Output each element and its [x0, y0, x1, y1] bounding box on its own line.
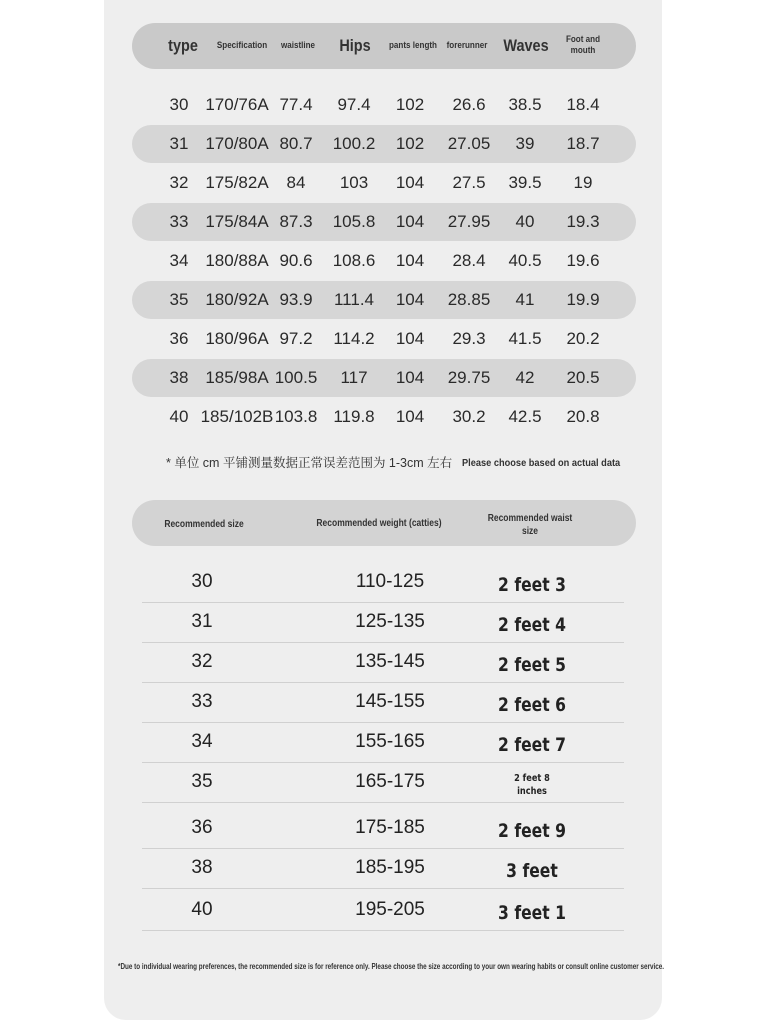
size-cell-waistline: 93.9: [279, 290, 313, 309]
rec-cell-size: 38: [191, 857, 213, 878]
size-cell-waves: 40: [515, 212, 535, 231]
size-cell-waves: 39.5: [508, 173, 542, 192]
size-cell-specification: 180/88A: [205, 251, 269, 270]
size-cell-type: 32: [169, 173, 189, 192]
rec-row: [142, 602, 624, 643]
header-rec-waist: Recommended waist size: [487, 513, 573, 537]
size-row: [132, 203, 636, 241]
size-cell-forerunner: 29.3: [452, 329, 486, 348]
size-cell-forerunner: 28.85: [447, 290, 491, 309]
size-cell-type: 33: [169, 212, 189, 231]
size-cell-type: 38: [169, 368, 189, 387]
size-cell-forerunner: 27.95: [447, 212, 491, 231]
size-cell-pants-length: 104: [395, 329, 425, 348]
size-row: [132, 125, 636, 163]
measurement-note-en: Please choose based on actual data: [462, 457, 621, 469]
rec-row: [142, 562, 624, 603]
size-cell-waves: 41.5: [508, 329, 542, 348]
size-cell-forerunner: 29.75: [447, 368, 491, 387]
rec-cell-waist: 2 feet 6: [498, 694, 566, 716]
header-waistline: waistline: [280, 39, 316, 51]
size-cell-foot-mouth: 20.8: [566, 407, 600, 426]
size-cell-specification: 180/92A: [205, 290, 269, 309]
size-cell-hips: 117: [340, 368, 368, 387]
header-foot-mouth: Foot and mouth: [565, 34, 601, 56]
rec-row: [142, 762, 624, 803]
size-row: [132, 320, 636, 358]
size-cell-type: 35: [169, 290, 189, 309]
rec-cell-size: 30: [191, 571, 213, 592]
size-row: [132, 359, 636, 397]
size-row: [132, 242, 636, 280]
size-cell-hips: 119.8: [333, 407, 375, 426]
size-cell-pants-length: 104: [395, 407, 425, 426]
size-cell-foot-mouth: 19.6: [566, 251, 600, 270]
size-row: [132, 398, 636, 436]
size-cell-type: 31: [169, 134, 189, 153]
size-cell-forerunner: 27.05: [447, 134, 491, 153]
size-cell-forerunner: 26.6: [452, 95, 486, 114]
rec-cell-waist: 2 feet 7: [498, 734, 566, 756]
size-cell-waistline: 80.7: [279, 134, 313, 153]
rec-row: [142, 890, 624, 931]
size-cell-waves: 42.5: [508, 407, 542, 426]
header-specification: Specification: [216, 39, 268, 51]
size-table-header: [132, 23, 636, 69]
size-cell-waistline: 77.4: [279, 95, 313, 114]
size-cell-waves: 40.5: [508, 251, 542, 270]
rec-cell-size: 34: [191, 731, 213, 752]
size-cell-hips: 114.2: [333, 329, 375, 348]
header-forerunner: forerunner: [446, 39, 488, 51]
disclaimer-footer: *Due to individual wearing preferences, the recommended size is for reference only. Please choose the size according to your own wearing habits or consult online customer service.: [118, 962, 665, 971]
rec-cell-waist: 3 feet: [506, 860, 558, 882]
size-cell-specification: 175/82A: [205, 173, 269, 192]
size-cell-waistline: 90.6: [279, 251, 313, 270]
header-hips: Hips: [339, 36, 371, 56]
size-cell-foot-mouth: 19.9: [566, 290, 600, 309]
size-cell-hips: 108.6: [332, 251, 376, 270]
rec-cell-weight: 125-135: [355, 611, 425, 632]
rec-cell-weight: 135-145: [355, 651, 425, 672]
rec-cell-size: 31: [191, 611, 213, 632]
size-cell-foot-mouth: 18.7: [566, 134, 600, 153]
rec-cell-size: 35: [191, 771, 213, 792]
size-cell-foot-mouth: 20.5: [566, 368, 600, 387]
size-cell-foot-mouth: 20.2: [566, 329, 600, 348]
size-cell-pants-length: 104: [395, 368, 425, 387]
size-cell-specification: 175/84A: [205, 212, 269, 231]
rec-cell-weight: 145-155: [355, 691, 425, 712]
header-waves: Waves: [503, 36, 549, 56]
size-cell-hips: 111.4: [333, 290, 375, 309]
rec-cell-weight: 195-205: [355, 899, 425, 920]
rec-cell-waist: 2 feet 3: [498, 574, 566, 596]
rec-cell-weight: 165-175: [355, 771, 425, 792]
measurement-note: * 单位 cm 平铺测量数据正常误差范围为 1-3cm 左右: [166, 456, 453, 470]
size-cell-foot-mouth: 19: [573, 173, 593, 192]
rec-row: [142, 808, 624, 849]
rec-cell-size: 40: [191, 899, 213, 920]
size-cell-pants-length: 102: [395, 134, 425, 153]
rec-cell-waist: 3 feet 1: [498, 902, 566, 924]
header-rec-size: Recommended size: [164, 519, 244, 530]
size-cell-forerunner: 28.4: [452, 251, 486, 270]
size-row: [132, 86, 636, 124]
rec-row: [142, 642, 624, 683]
size-cell-foot-mouth: 18.4: [566, 95, 600, 114]
size-cell-type: 40: [169, 407, 189, 426]
rec-cell-waist: 2 feet 8 inches: [514, 773, 550, 797]
rec-cell-size: 33: [191, 691, 213, 712]
rec-row: [142, 722, 624, 763]
size-row: [132, 281, 636, 319]
size-cell-pants-length: 104: [395, 212, 425, 231]
size-cell-pants-length: 104: [395, 251, 425, 270]
size-cell-type: 34: [169, 251, 189, 270]
rec-row: [142, 848, 624, 889]
size-cell-waves: 39: [515, 134, 535, 153]
size-cell-waistline: 100.5: [274, 368, 318, 387]
rec-cell-weight: 185-195: [355, 857, 425, 878]
rec-cell-size: 32: [191, 651, 213, 672]
size-cell-pants-length: 102: [395, 95, 425, 114]
size-cell-forerunner: 30.2: [452, 407, 486, 426]
size-cell-forerunner: 27.5: [452, 173, 486, 192]
size-cell-pants-length: 104: [395, 290, 425, 309]
size-cell-specification: 170/76A: [205, 95, 269, 114]
size-cell-specification: 170/80A: [205, 134, 269, 153]
size-cell-waves: 41: [515, 290, 535, 309]
rec-table-header: [132, 500, 636, 546]
rec-cell-waist: 2 feet 4: [498, 614, 566, 636]
size-cell-specification: 180/96A: [205, 329, 269, 348]
size-cell-hips: 100.2: [332, 134, 376, 153]
header-type: type: [168, 36, 198, 56]
rec-row: [142, 682, 624, 723]
size-cell-type: 36: [169, 329, 189, 348]
size-cell-pants-length: 104: [395, 173, 425, 192]
size-cell-waistline: 97.2: [279, 329, 313, 348]
size-cell-waistline: 103.8: [274, 407, 318, 426]
header-pants-length: pants length: [388, 39, 438, 51]
size-cell-waistline: 87.3: [279, 212, 313, 231]
size-row: [132, 164, 636, 202]
rec-cell-weight: 110-125: [355, 571, 425, 592]
size-cell-waves: 42: [515, 368, 535, 387]
rec-cell-waist: 2 feet 5: [498, 654, 566, 676]
size-cell-waistline: 84: [286, 173, 306, 192]
rec-cell-weight: 155-165: [355, 731, 425, 752]
size-cell-specification: 185/102B: [200, 407, 274, 426]
size-cell-foot-mouth: 19.3: [566, 212, 600, 231]
rec-cell-size: 36: [191, 817, 213, 838]
header-rec-weight: Recommended weight (catties): [316, 518, 442, 529]
size-cell-hips: 103: [339, 173, 369, 192]
size-cell-type: 30: [169, 95, 189, 114]
size-cell-hips: 97.4: [337, 95, 371, 114]
size-cell-specification: 185/98A: [205, 368, 269, 387]
size-cell-hips: 105.8: [332, 212, 376, 231]
size-cell-waves: 38.5: [508, 95, 542, 114]
rec-cell-waist: 2 feet 9: [498, 820, 566, 842]
rec-cell-weight: 175-185: [355, 817, 425, 838]
